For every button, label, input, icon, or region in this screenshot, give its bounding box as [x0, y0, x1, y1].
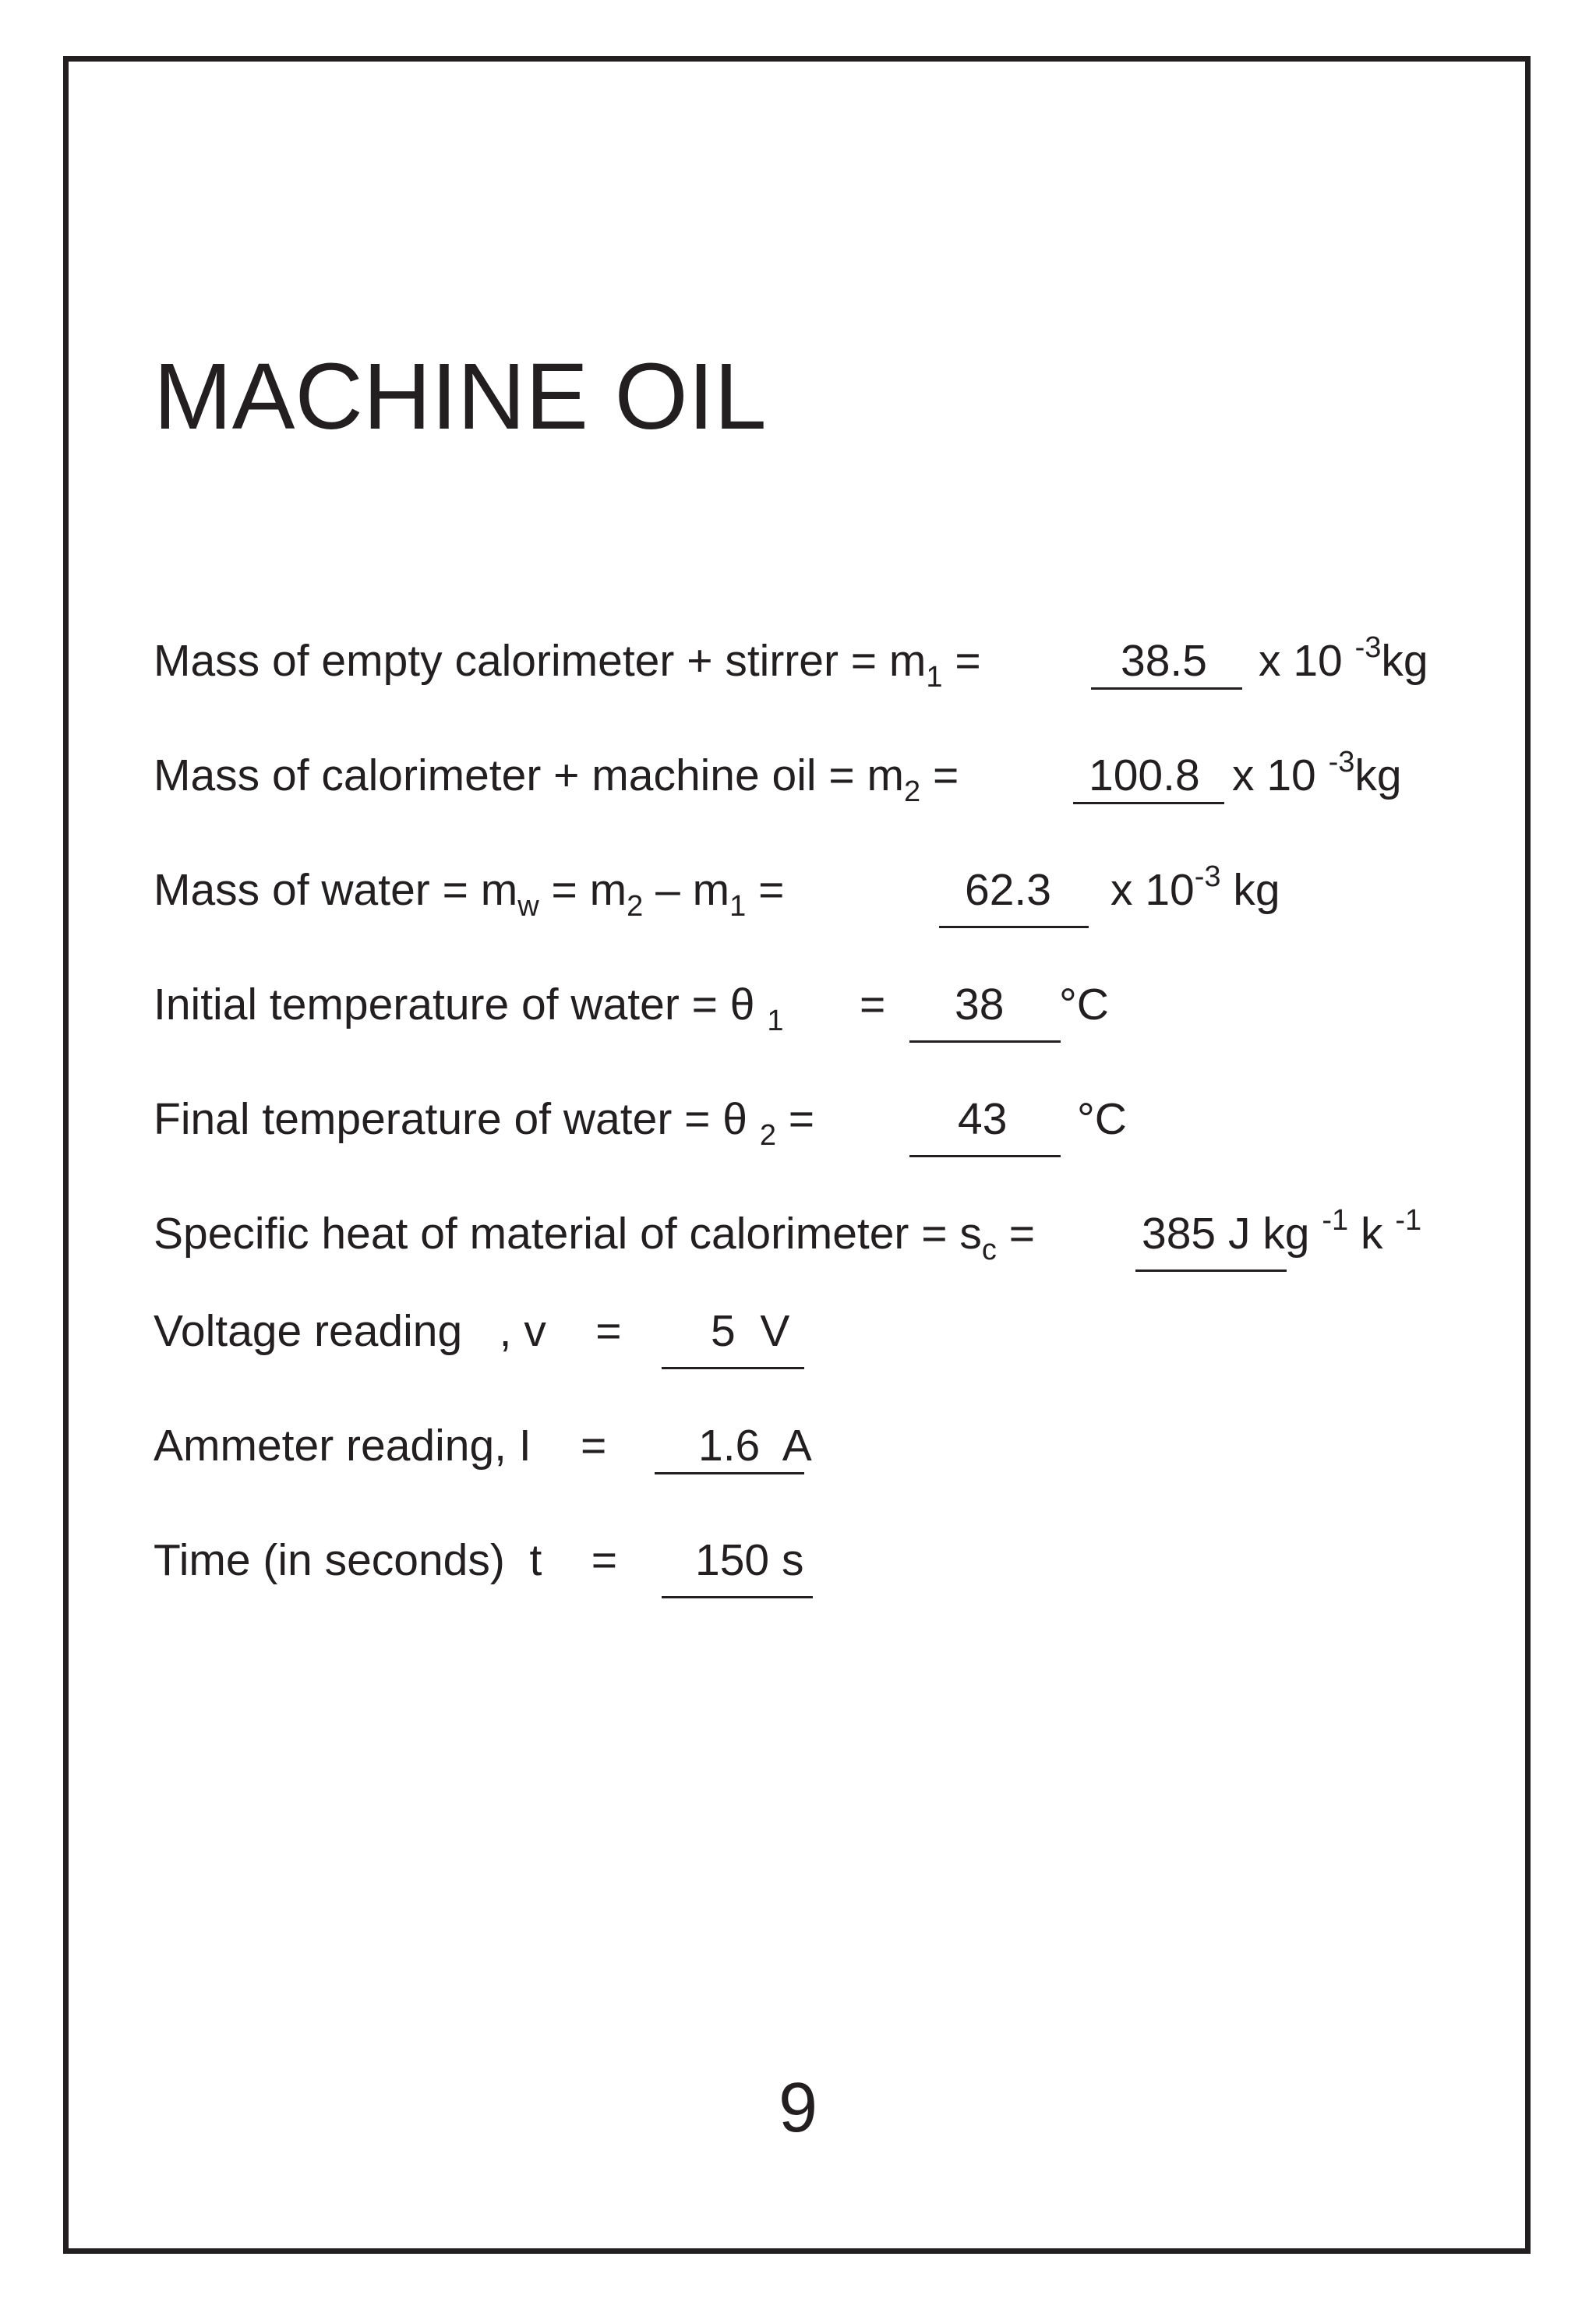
label: Mass of calorimeter + machine oil = m [154, 750, 905, 800]
label-subscript: 2 [904, 775, 921, 808]
label-equals: = [942, 636, 981, 686]
label-part: = m [538, 865, 627, 915]
fill-in-line [939, 926, 1089, 928]
fill-in-line [909, 1040, 1061, 1043]
unit-multiplier: x 10 [1232, 750, 1316, 800]
value: 5 V [711, 1306, 790, 1356]
value: 385 J kg [1142, 1209, 1310, 1259]
label: Initial temperature of water = θ [154, 980, 755, 1029]
label: Specific heat of material of calorimeter = s [154, 1209, 982, 1259]
label: Voltage reading , v = [154, 1306, 622, 1356]
unit-exponent: -3 [1328, 746, 1355, 779]
label: Final temperature of water = θ [154, 1094, 747, 1144]
label-equals: = [996, 1209, 1036, 1259]
label: Time (in seconds) t = [154, 1535, 617, 1585]
label-subscript: 1 [767, 1005, 784, 1037]
unit-multiplier: x 10 [1259, 636, 1343, 686]
label-equals: = [746, 865, 785, 915]
fill-in-line [909, 1155, 1061, 1157]
label-equals: = [860, 980, 886, 1029]
unit: kg [1233, 865, 1280, 915]
value: 38 [955, 980, 1005, 1029]
value: 38.5 [1121, 636, 1207, 686]
label-subscript-w: w [517, 890, 539, 923]
unit-exponent: -3 [1194, 860, 1221, 893]
label-subscript: 2 [759, 1119, 776, 1152]
value: 62.3 [965, 865, 1051, 915]
label: Ammeter reading, I = [154, 1421, 607, 1471]
fill-in-line [662, 1367, 804, 1369]
value: 43 [958, 1094, 1008, 1144]
unit: °C [1059, 980, 1109, 1029]
label: Mass of empty calorimeter + stirrer = m [154, 636, 927, 686]
fill-in-line [662, 1596, 813, 1598]
unit: k [1360, 1209, 1383, 1259]
fill-in-line [1135, 1270, 1287, 1272]
label-part: – m [643, 865, 730, 915]
label: Mass of water = m [154, 865, 518, 915]
unit-exponent: -3 [1354, 631, 1382, 664]
value: 150 s [695, 1535, 804, 1585]
value: 100.8 [1089, 750, 1200, 800]
label-subscript-1: 1 [729, 890, 747, 923]
label-subscript: c [981, 1234, 997, 1266]
label-subscript-2: 2 [627, 890, 644, 923]
unit-multiplier: x 10 [1110, 865, 1195, 915]
label-subscript: 1 [926, 661, 943, 694]
unit: kg [1381, 636, 1428, 686]
unit: °C [1077, 1094, 1127, 1144]
label-equals: = [920, 750, 959, 800]
page-number: 9 [778, 2069, 818, 2147]
fill-in-line [1073, 802, 1224, 804]
page-title: MACHINE OIL [154, 343, 767, 449]
unit-exponent: -1 [1322, 1204, 1349, 1237]
label-equals: = [788, 1094, 815, 1144]
value: 1.6 A [698, 1421, 812, 1471]
fill-in-line [1091, 687, 1242, 690]
fill-in-line [655, 1472, 804, 1474]
unit-exponent: -1 [1395, 1204, 1422, 1237]
unit: kg [1354, 750, 1402, 800]
